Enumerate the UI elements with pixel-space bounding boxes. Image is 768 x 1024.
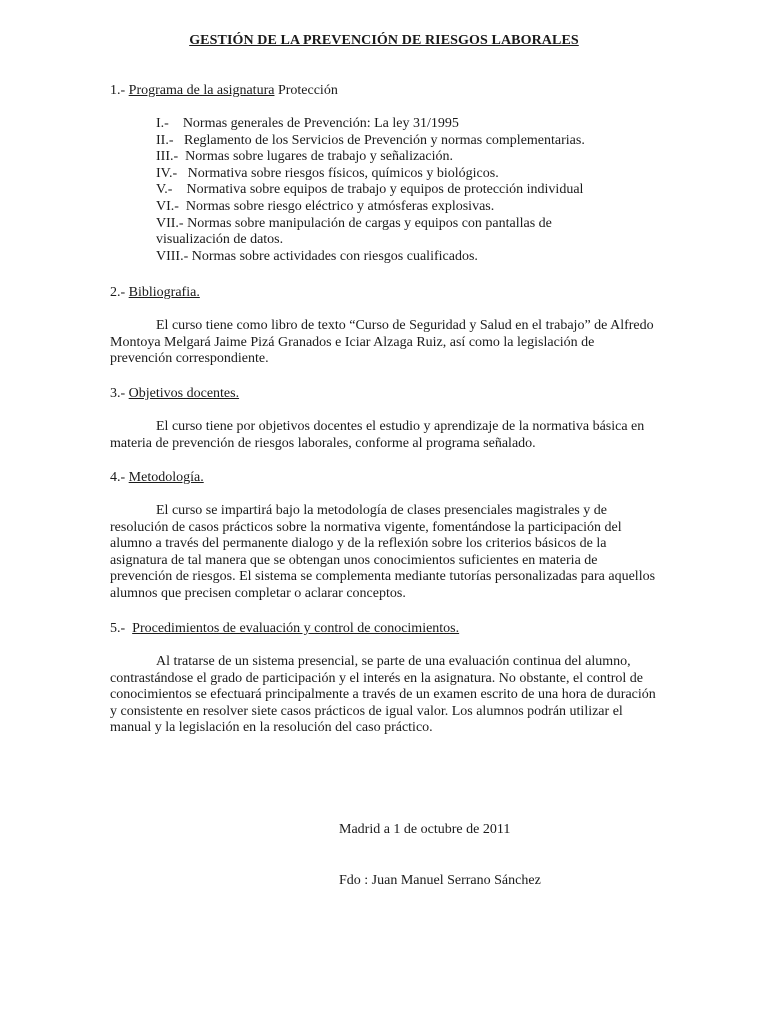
program-item-4: IV.- Normativa sobre riesgos físicos, químicos y biológicos.: [156, 165, 499, 181]
section-2-heading: [110, 285, 200, 302]
section-3-text: El curso tiene por objetivos docentes el estudio y aprendizaje de la normativa básica en materia de prevención de riesgos laborales, conforme al programa señalado.: [110, 419, 645, 451]
section-1-heading: [110, 83, 338, 100]
program-item-7: VII.- Normas sobre manipulación de cargas y equipos con pantallas de visualización de datos.: [156, 215, 552, 248]
section-1-label: Programa de la asignatura: [128, 83, 275, 98]
section-4-text: El curso se impartirá bajo la metodología de clases presenciales magistrales y de resolución de casos prácticos sobre la normativa vigente, fomentándose la participación del alumno a través del permanente dialogo y de la reflexión sobre los criterios básicos de la asignatura de tal manera que se obtengan unos conocimientos suficientes en materia de prevención de riesgos. El sistema se complementa mediante tutorías personalizadas para aquellos alumnos que precisen completar o aclarar conceptos.: [110, 503, 656, 601]
section-2-number: 2.-: [110, 285, 129, 300]
program-item-6: VI.- Normas sobre riesgo eléctrico y atmósferas explosivas.: [156, 198, 495, 214]
program-list: [156, 116, 636, 265]
section-2-label: Bibliografia.: [128, 285, 200, 300]
program-item-3: III.- Normas sobre lugares de trabajo y señalización.: [156, 149, 453, 165]
section-4-heading: [110, 470, 204, 487]
section-5-heading: [110, 621, 459, 638]
signature: Fdo : Juan Manuel Serrano Sánchez: [339, 873, 541, 888]
section-3-number: 3.-: [110, 386, 129, 401]
section-4-number: 4.-: [110, 470, 129, 485]
section-2-text: El curso tiene como libro de texto “Curso de Seguridad y Salud en el trabajo” de Alfredo Montoya Melgará Jaime Pizá Granados e Iciar Alzaga Ruiz, así como la legislación de prevención correspondiente.: [110, 318, 654, 367]
section-3-label: Objetivos docentes.: [128, 386, 240, 401]
section-1-suffix: Protección: [274, 83, 338, 98]
section-5-text: Al tratarse de un sistema presencial, se parte de una evaluación continua del alumno, contrastándose el grado de participación y el interés en la asignatura. No obstante, el control de conocimientos se efectuará principalmente a través de un examen escrito de una hora de duración y consistente en resolver siete casos prácticos de igual valor. Los alumnos podrán utilizar el manual y la legislación en la resolución del caso práctico.: [110, 654, 656, 736]
section-5-label: Procedimientos de evaluación y control de conocimientos.: [132, 621, 460, 636]
section-1-number: 1.-: [110, 83, 129, 98]
section-3-heading: [110, 386, 239, 403]
section-4-label: Metodología.: [128, 470, 204, 485]
document-title: GESTIÓN DE LA PREVENCIÓN DE RIESGOS LABORALES: [189, 33, 579, 48]
section-5-number: 5.-: [110, 621, 133, 636]
program-item-5: V.- Normativa sobre equipos de trabajo y equipos de protección individual: [156, 182, 584, 198]
program-item-8: VIII.- Normas sobre actividades con riesgos cualificados.: [156, 248, 478, 264]
program-item-2: II.- Reglamento de los Servicios de Prevención y normas complementarias.: [156, 132, 585, 148]
program-item-1: I.- Normas generales de Prevención: La ley 31/1995: [156, 116, 459, 131]
place-date: Madrid a 1 de octubre de 2011: [339, 822, 511, 837]
